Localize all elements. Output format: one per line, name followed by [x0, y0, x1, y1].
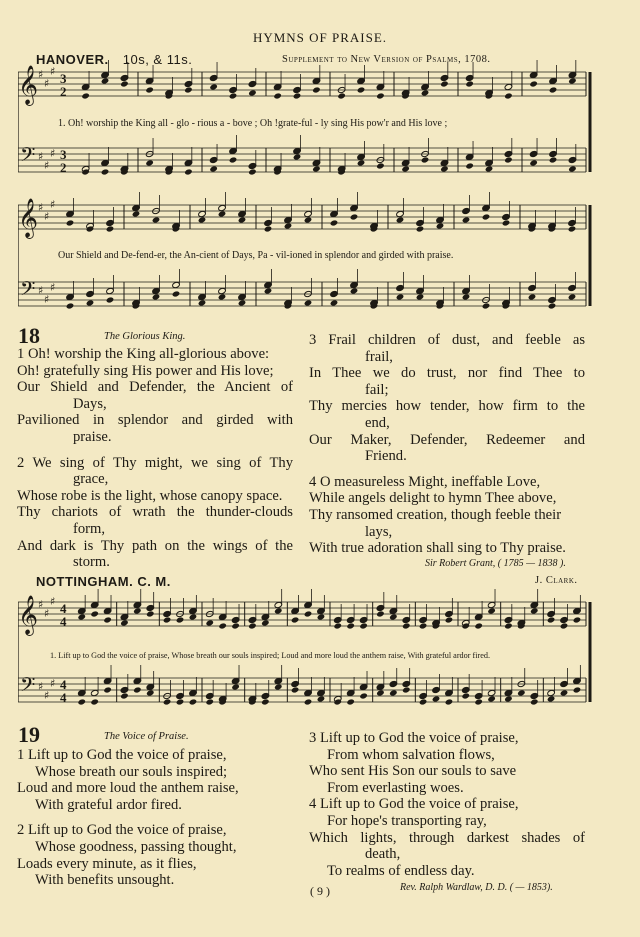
svg-text:♯: ♯ — [44, 293, 50, 306]
svg-text:2: 2 — [60, 160, 67, 175]
hymn18-number: 18 — [18, 323, 40, 348]
tune2-system1-treble-staff — [18, 589, 586, 636]
tune1-lyric-line2: Our Shield and De-fend-er, the An-cient of Days, Pa - vil-ioned in splendor and girded with praise. — [58, 250, 454, 261]
verse-line: 1 Oh! worship the King all-glorious above: — [17, 346, 270, 362]
svg-text:𝄞: 𝄞 — [18, 595, 39, 635]
svg-text:♯: ♯ — [38, 598, 44, 611]
verse-line: For hope's transporting ray, — [327, 812, 487, 829]
tune1-system2-treble-staff — [18, 192, 586, 239]
verse-line: 3 Frail children of dust, and feeble as — [309, 332, 585, 348]
svg-text:♯: ♯ — [50, 65, 56, 78]
page-number: ( 9 ) — [310, 884, 330, 898]
tune1-meter: 10s, & 11s. — [122, 52, 193, 67]
tune2-lyric-line: 1. Lift up to God the voice of praise, Whose breath our souls inspired; Loud and more loud the anthem raise, With grateful ardor fired. — [50, 651, 491, 660]
verse-line: Loud and more loud the anthem raise, — [17, 780, 239, 797]
verse-line: Whose breath our souls inspired; — [35, 763, 228, 780]
verse-line: And dark is Thy path on the wings of the — [17, 537, 293, 554]
tune1-system1-bass-staff — [18, 135, 586, 176]
svg-text:𝄞: 𝄞 — [18, 198, 39, 238]
svg-text:2: 2 — [60, 84, 67, 99]
page-title: HYMNS OF PRAISE. — [252, 30, 388, 45]
verse-line: 2 We sing of Thy might, we sing of Thy — [17, 454, 293, 471]
svg-text:♯: ♯ — [50, 198, 56, 211]
svg-text:♯: ♯ — [44, 689, 50, 702]
verse-line — [17, 446, 293, 455]
svg-text:♯: ♯ — [38, 68, 44, 81]
tune1-lyric-line1: 1. Oh! worship the King all - glo - rious a - bove ; Oh !grate-ful - ly sing His pow'r and His love ; — [58, 118, 448, 129]
verse-line: fail; — [365, 381, 389, 398]
verse-line: lays, — [365, 523, 393, 540]
svg-text:♯: ♯ — [50, 147, 56, 160]
tune1-title: HANOVER. — [36, 52, 109, 67]
verse-line: Pavilioned in splendor and girded with — [17, 412, 293, 429]
verse-line: Our Shield and Defender, the Ancient of — [17, 379, 293, 396]
verse-line: Whose robe is the light, whose canopy space. — [17, 487, 283, 504]
hymn19-right-column — [309, 730, 585, 879]
hymn18-left-column — [17, 346, 293, 571]
verse-line: To realms of endless day. — [327, 862, 475, 879]
verse-line: end, — [365, 414, 390, 431]
verse-line: Thy chariots of wrath the thunder-clouds — [17, 504, 293, 521]
verse-line: 3 Lift up to God the voice of praise, — [309, 730, 519, 746]
verse-line: With grateful ardor fired. — [35, 796, 182, 813]
svg-text:♯: ♯ — [50, 677, 56, 690]
verse-line: Loads every minute, as it flies, — [17, 855, 197, 872]
verse-line: praise. — [73, 428, 112, 445]
verse-line: death, — [365, 846, 401, 863]
tune1-source: Supplement to New Version of Psalms, 1708. — [282, 54, 491, 65]
svg-text:4: 4 — [60, 677, 67, 692]
svg-text:♯: ♯ — [50, 281, 56, 294]
verse-line: With true adoration shall sing to Thy praise. — [309, 540, 566, 557]
verse-line: storm. — [73, 554, 110, 571]
svg-text:♯: ♯ — [38, 680, 44, 693]
hymn19-number: 19 — [18, 722, 40, 747]
verse-line: Whose goodness, passing thought, — [35, 838, 237, 855]
svg-text:𝄢: 𝄢 — [20, 143, 36, 171]
svg-text:𝄢: 𝄢 — [20, 277, 36, 305]
verse-line: In Thee we do trust, nor find Thee to — [309, 365, 585, 382]
verse-line: Which lights, through darkest shades of — [309, 829, 585, 846]
svg-text:♯: ♯ — [44, 607, 50, 620]
verse-line: form, — [73, 520, 106, 537]
hymn18-subtitle: The Glorious King. — [104, 331, 186, 342]
svg-text:♯: ♯ — [44, 159, 50, 172]
verse-line: Thy mercies how tender, how firm to the — [309, 398, 585, 415]
svg-text:♯: ♯ — [38, 284, 44, 297]
verse-line: From everlasting woes. — [327, 779, 464, 796]
tune1-system2-bass-staff — [18, 269, 586, 310]
tune1-system1-treble-staff — [18, 60, 586, 106]
svg-text:3: 3 — [60, 147, 67, 162]
tune1-score — [18, 60, 622, 330]
verse-line: Thy ransomed creation, though feeble their — [309, 506, 562, 523]
verse-line: 4 O measureless Might, ineffable Love, — [309, 473, 541, 490]
verse-line: While angels delight to hymn Thee above, — [309, 490, 557, 507]
verse-line: Who sent His Son our souls to save — [309, 763, 517, 780]
svg-text:4: 4 — [60, 614, 67, 629]
verse-line: 1 Lift up to God the voice of praise, — [17, 747, 227, 763]
svg-text:♯: ♯ — [38, 201, 44, 214]
verse-line: With benefits unsought. — [35, 872, 175, 889]
tune2-system1-bass-staff — [18, 665, 586, 706]
hymn19-attribution: Rev. Ralph Wardlaw, D. D. ( — 1853). — [400, 882, 553, 893]
verse-line — [309, 465, 585, 474]
hymn18-attribution: Sir Robert Grant, ( 1785 — 1838 ). — [425, 558, 566, 569]
verse-line: grace, — [73, 471, 109, 488]
tune2-title: NOTTINGHAM. C. M. — [36, 574, 171, 589]
svg-text:♯: ♯ — [50, 595, 56, 608]
tune2-composer: J. Clark. — [535, 575, 578, 586]
svg-text:4: 4 — [60, 601, 67, 616]
verse-line: From whom salvation flows, — [327, 746, 495, 763]
verse-line: 2 Lift up to God the voice of praise, — [17, 822, 227, 839]
verse-line: Our Maker, Defender, Redeemer and — [309, 431, 585, 448]
hymn19-subtitle: The Voice of Praise. — [104, 731, 189, 742]
svg-text:3: 3 — [60, 71, 67, 86]
svg-text:𝄢: 𝄢 — [20, 673, 36, 701]
verse-line: Oh! gratefully sing His power and His love; — [17, 362, 274, 379]
verse-line: Friend. — [365, 448, 407, 465]
verse-line — [17, 813, 297, 822]
verse-line: 4 Lift up to God the voice of praise, — [309, 796, 519, 813]
verse-line: Days, — [73, 395, 107, 412]
svg-text:4: 4 — [60, 690, 67, 705]
hymn18-right-column — [309, 332, 585, 557]
svg-text:♯: ♯ — [38, 150, 44, 163]
svg-text:♯: ♯ — [44, 210, 50, 223]
svg-text:♯: ♯ — [44, 77, 50, 90]
svg-text:𝄞: 𝄞 — [18, 65, 39, 105]
hymn19-left-column — [17, 747, 297, 889]
verse-line: frail, — [365, 348, 393, 365]
